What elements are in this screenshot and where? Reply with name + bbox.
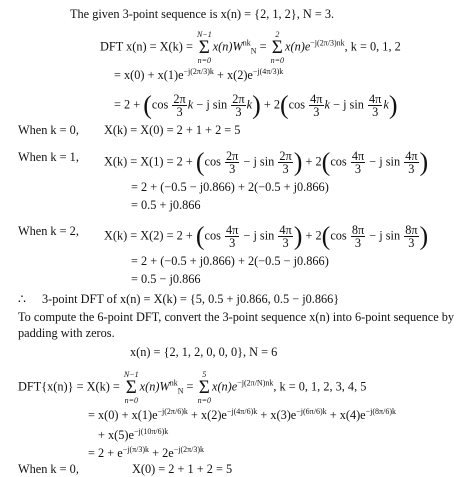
six-k0-result: X(0) = 2 + 1 + 2 = 5	[132, 462, 233, 476]
k-range: , k = 0, 1, 2	[344, 39, 401, 54]
case-k2-result: = 0.5 − j0.866	[131, 272, 201, 286]
case-k0-result: X(k) = X(0) = 2 + 1 + 2 = 5	[104, 123, 241, 137]
euler-expansion-line: = 2 + (cos $\frac{2\pi}{3}$ k − j sin $\frac{2\pi}{3}$ k) + 2(cos $\frac{4\pi}{3}$ k − j sin $\frac{4\pi}{3}$ k)	[114, 90, 398, 120]
dft-definition-6pt: DFT{x(n)} = X(k) = N−1 Σ n=0 $x(n)W^{nk}_N$ = 5 Σ n=0 $x(n)e^{-j(2\pi/N)nk}$, k = 0, 1, 2, 3, 4, 5	[18, 370, 367, 405]
case-k2-expansion: X(k) = X(2) = 2 + (cos $\frac{4\pi}{3}$ − j sin $\frac{4\pi}{3}$ ) + 2(cos $\frac{8\pi}{3}$ − j sin $\frac{8\pi}{3}$ )	[104, 221, 429, 251]
case-k1-numeric: = 2 + (−0.5 − j0.866) + 2(−0.5 + j0.866)	[131, 180, 329, 194]
dft-lhs: DFT x(n) = X(k) =	[100, 39, 193, 54]
six-point-simplified: = $2 + e^{-j(\pi/3)k} + 2e^{-j(2\pi/3)k}$	[88, 445, 205, 460]
expansion-line: = $x(0) + x(1)e^{-j(2\pi/3)k} + x(2)e^{-j(4\pi/3)k}$	[114, 67, 284, 82]
therefore-symbol: ∴	[18, 292, 26, 306]
case-k1-label: When k = 1,	[18, 150, 79, 164]
case-k1-result: = 0.5 + j0.866	[131, 198, 201, 212]
summation-symbol: N−1 Σ n=0	[196, 30, 212, 65]
summation-symbol: 5 Σ n=0	[197, 370, 211, 405]
case-k2-label: When k = 2,	[18, 224, 79, 238]
three-point-dft-result: 3-point DFT of x(n) = X(k) = {5, 0.5 + j0.866, 0.5 − j0.866}	[42, 292, 340, 306]
summation-symbol: 2 Σ n=0	[270, 30, 285, 65]
case-k1-expansion: X(k) = X(1) = 2 + (cos $\frac{2\pi}{3}$ − j sin $\frac{2\pi}{3}$ ) + 2(cos $\frac{4\pi}{3}$ − j sin $\frac{4\pi}{3}$ )	[104, 147, 429, 177]
six-k0-label: When k = 0,	[18, 462, 79, 476]
case-k0-label: When k = 0,	[18, 123, 79, 137]
intro-line	[70, 7, 334, 21]
exponential-term: x(n)e	[285, 39, 311, 54]
case-k2-numeric: = 2 + (−0.5 + j0.866) + 2(−0.5 − j0.866)	[131, 254, 329, 268]
twiddle-term: x(n)W	[212, 39, 243, 54]
dft-definition-3pt: DFT x(n) = X(k) = N−1 Σ n=0 $x(n)W^{nk}_N$ = 2 Σ n=0 $x(n)e^{-j(2\pi/3)nk}$, k = 0, 1, 2	[100, 30, 401, 65]
intro-text: The given 3-point sequence is x(n) = {2, 1, 2}, N = 3.	[70, 7, 335, 21]
six-point-expansion-2: + $x(5)e^{-j(10\pi/6)k}$	[98, 427, 169, 442]
paragraph-line-1: To compute the 6-point DFT, convert the 3-point sequence x(n) into 6-point sequence by	[18, 310, 455, 324]
six-point-expansion-1: = $x(0) + x(1)e^{-j(2\pi/6)k} + x(2)e^{-j(4\pi/6)k} + x(3)e^{-j(6\pi/6)k} + x(4)e^{-j(8\pi/6)k}$	[88, 407, 396, 422]
paragraph-line-2: padding with zeros.	[18, 326, 115, 340]
padded-sequence: x(n) = {2, 1, 2, 0, 0, 0}, N = 6	[130, 345, 278, 359]
summation-symbol: N−1 Σ n=0	[123, 370, 139, 405]
